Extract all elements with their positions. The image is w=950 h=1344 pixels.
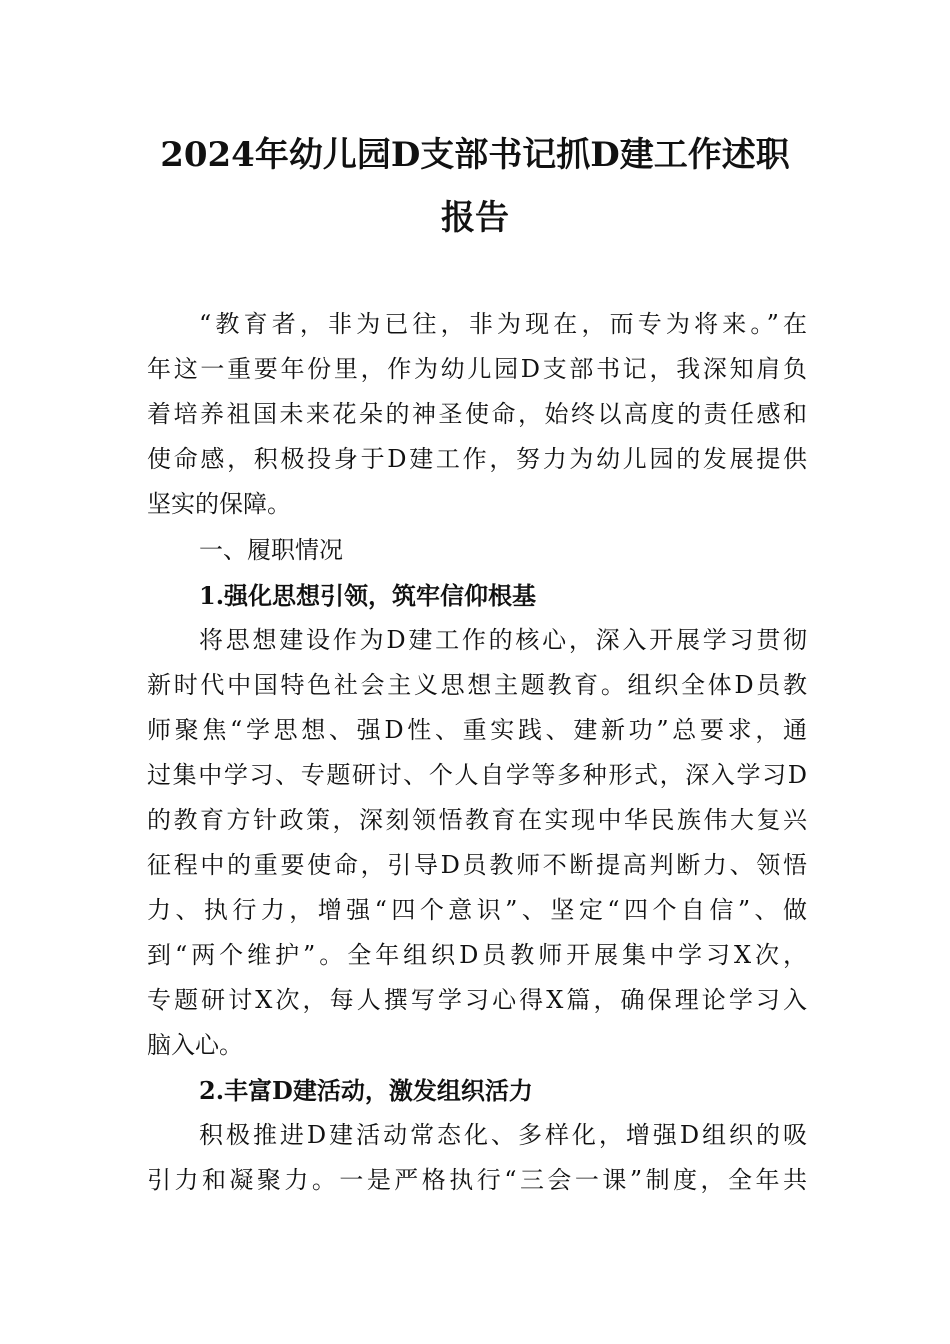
text-line: 力、执行力，增强“四个意识”、坚定“四个自信”、做: [147, 896, 807, 924]
text-line: 过集中学习、专题研讨、个人自学等多种形式，深入学习D: [147, 761, 807, 789]
text-line: 积极推进D建活动常态化、多样化，增强D组织的吸: [199, 1121, 807, 1149]
intro-paragraph: [147, 302, 807, 527]
text-line: 着培养祖国未来花朵的神圣使命，始终以高度的责任感和: [147, 400, 807, 428]
text-line: 师聚焦“学思想、强D性、重实践、建新功”总要求，通: [147, 716, 807, 744]
text-line: “教育者，非为已往，非为现在，而专为将来。”在: [199, 310, 807, 338]
text-line: 引力和凝聚力。一是严格执行“三会一课”制度，全年共: [147, 1166, 807, 1194]
document-title: [100, 124, 850, 250]
subsection-heading: 1.强化思想引领，筑牢信仰根基: [199, 581, 537, 610]
text-line: 的教育方针政策，深刻领悟教育在实现中华民族伟大复兴: [147, 806, 807, 834]
text-line: 到“两个维护”。全年组织D员教师开展集中学习X次，: [147, 941, 807, 969]
text-line: 年这一重要年份里，作为幼儿园D支部书记，我深知肩负: [147, 355, 807, 383]
paragraph-2: [147, 1113, 807, 1203]
document-body: [147, 302, 807, 1203]
text-line: 征程中的重要使命，引导D员教师不断提高判断力、领悟: [147, 851, 807, 879]
title-line-2: 报告: [441, 198, 509, 238]
title-line-1: 2024年幼儿园D支部书记抓D建工作述职: [160, 135, 790, 175]
text-line: 专题研讨X次，每人撰写学习心得X篇，确保理论学习入: [147, 986, 807, 1014]
text-line: 使命感，积极投身于D建工作，努力为幼儿园的发展提供: [147, 445, 807, 473]
text-line: 新时代中国特色社会主义思想主题教育。组织全体D员教: [147, 671, 807, 699]
subsection-heading: 2.丰富D建活动，激发组织活力: [199, 1076, 533, 1105]
section-heading: 一、履职情况: [199, 536, 343, 564]
text-line: 坚实的保障。: [147, 490, 291, 518]
text-line: 脑入心。: [147, 1031, 243, 1059]
paragraph-1: [147, 618, 807, 1068]
text-line: 将思想建设作为D建工作的核心，深入开展学习贯彻: [199, 626, 807, 654]
